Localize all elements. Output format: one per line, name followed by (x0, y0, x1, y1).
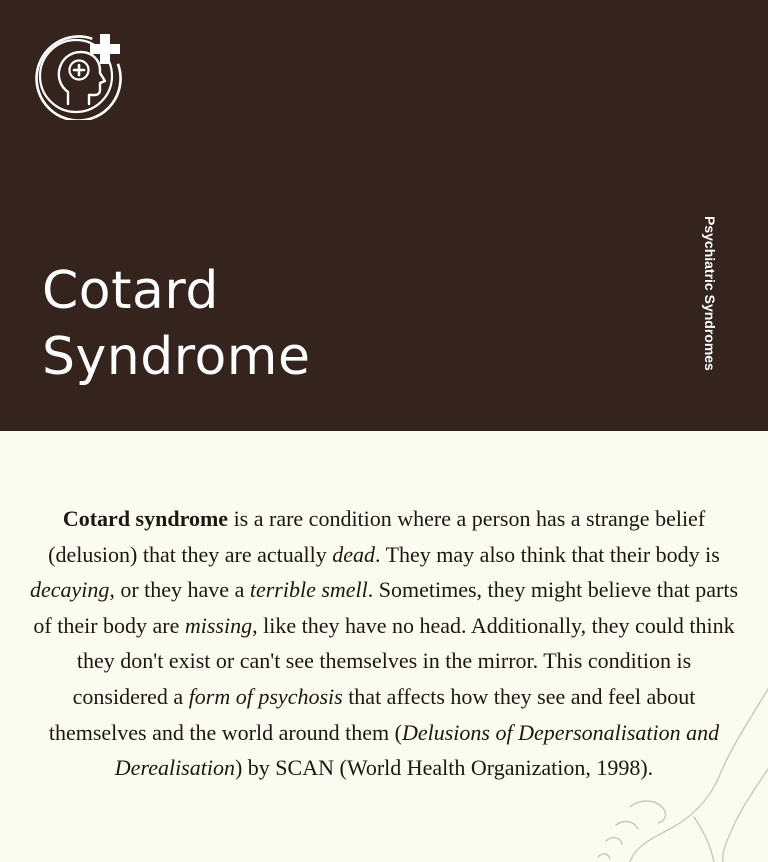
emphasis-decaying: decaying (29, 577, 110, 603)
text-segment: . They may also think that their body is (375, 541, 720, 567)
text-segment: that affects how they see and feel about themselves and the world around them ( (48, 683, 696, 745)
emphasis-terrible-smell: terrible smell (249, 577, 368, 603)
text-segment: ) by SCAN (World Health Organization, 1998). (234, 755, 654, 781)
description-paragraph (28, 501, 740, 786)
mental-health-head-plus-icon (30, 28, 126, 120)
emphasis-missing: missing (184, 612, 253, 638)
emphasis-delusions: Delusions of Depersonalisation and Derealisation (114, 719, 720, 781)
text-segment: is a rare condition where a person has a strange belief (delusion) that they are actually (48, 506, 706, 567)
emphasis-form-of-psychosis: form of psychosis (188, 683, 343, 709)
category-label: Psychiatric Syndromes (702, 216, 718, 371)
title-line-1: Cotard (42, 261, 219, 321)
page-title (42, 258, 310, 390)
content-panel (0, 431, 768, 862)
title-line-2: Syndrome (42, 327, 311, 387)
text-segment: , or they have a (109, 577, 250, 603)
text-segment: . Sometimes, they might believe that parts of their body are (33, 577, 739, 638)
text-segment: , like they have no head. Additionally, they could think they don't exist or can't see themselves in the mirror. This condition is considered a (72, 612, 735, 709)
term-bold: Cotard syndrome (62, 506, 229, 531)
emphasis-dead: dead (332, 541, 375, 567)
